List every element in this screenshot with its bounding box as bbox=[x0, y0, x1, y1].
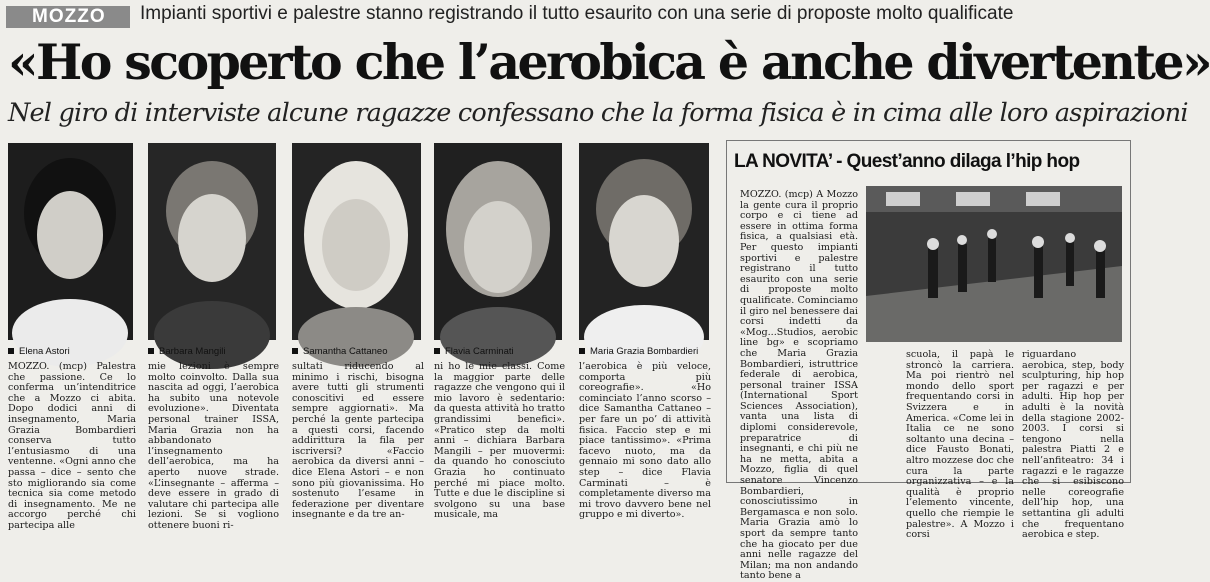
hip-hop-class-photo bbox=[866, 186, 1122, 342]
kicker: Impianti sportivi e palestre stanno registrando il tutto esaurito con una serie di proposte molto qualificate bbox=[140, 3, 1014, 24]
caption-2: Barbara Mangili bbox=[148, 346, 226, 357]
article-column-4: ni ho le mie classi. Come la maggior parte delle ragazze che vengono qui il mio lavoro è sedentario: da questa attività ho tratto grandissimi benefici». «Pratico step da molti anni – dichiara Barbara Mangili – per muovermi: da quando ho conosciuto Grazia ho continuato perché mi piace molto. Tutte e due le discipline si svolgono su una base musicale, ma bbox=[434, 361, 565, 521]
sidebar-column-1a: MOZZO. (mcp) A Mozzo la gente cura il proprio corpo e ci tiene ad essere in ottima forma fisica, a qualsiasi età. Per questo impianti sportivi e palestre registrano il tutto esaurito con una serie di proposte molto qualificate. Cominciamo il giro nel benessere dai corsi indetti da «Mog...Studios, aerobic line bg» e scopriamo che Maria Grazia Bombardieri, istruttrice federale di aerobica, personal trainer ISSA (International Sport Sciences Association), vanta una lista di diplomi considerevole, preparatrice di insegnanti, e chi più ne ha ne metta, abita a Mozzo, figlia di quel senatore Vincenzo Bombardieri, conosciutissimo in Bergamasca e non solo. Maria Grazia amò lo sport da sempre tanto che ha giocato per due anni nelle ragazze del Milan; ma non andando tanto bene a bbox=[740, 189, 858, 582]
article-column-5: l’aerobica è più veloce, comporta più coreografie». «Ho cominciato l’anno scorso – dice Samantha Cattaneo – per fare un po’ di attività fisica. Faccio step e mi piace tantissimo». «Prima facevo nuoto, ma da gennaio mi sono dato allo step – dice Flavia Carminati – è completamente diverso ma mi trovo davvero bene nel gruppo e mi diverto». bbox=[579, 361, 711, 521]
headline: «Ho scoperto che l’aerobica è anche divertente» bbox=[8, 33, 1210, 91]
portrait-photo-1 bbox=[8, 143, 133, 340]
article-column-1: MOZZO. (mcp) Palestra che passione. Ce lo conferma un’intenditrice che a Mozzo ci abita. Dopo dodici anni di insegnamento, Maria Grazia Bombardieri conserva tutto l’entusiasmo di una ventenne. «Ogni anno che passa – dice – sento che sto migliorando sia come tecnica sia come metodo di insegnamento. Me ne accorgo perché chi partecipa alle bbox=[8, 361, 136, 531]
sidebar-column-2: scuola, il papà le stroncò la carriera. Ma poi rientrò nel mondo dello sport frequentando corsi in Svizzera e in America. «Come lei in Italia ce ne sono soltanto una decina – dice Fausto Bonati, altro mozzese doc che cura la parte organizzativa – e la qualità è proprio l’elemento vincente, quello che riempie le palestre». A Mozzo i corsi bbox=[906, 349, 1014, 541]
section-tag: MOZZO bbox=[6, 6, 130, 28]
article-column-2: mie lezioni è sempre molto coinvolto. Dalla sua nascita ad oggi, l’aerobica ha subito una notevole evoluzione». Diventata personal trainer ISSA, Maria Grazia non ha abbandonato l’insegnamento dell’aerobica, ma ha aperto nuove strade. «L’insegnante – afferma – deve essere in grado di valutare chi partecipa alle lezioni. Se si vogliono ottenere buoni ri- bbox=[148, 361, 279, 531]
sidebar-column-3: riguardano aerobica, step, body sculpturing, hip hop per ragazzi e per adulti. Hip hop per adulti è la novità della stagione 2002-2003. I corsi si tengono nella palestra Piatti 2 e nell’anfiteatro: 34 i ragazzi e le ragazze che si esibiscono nelle coreografie dell’hip hop, una settantina gli adulti che frequentano aerobica e step. bbox=[1022, 349, 1124, 541]
article-column-3: sultati riducendo al minimo i rischi, bisogna avere tutti gli strumenti conoscitivi ed essere sempre aggiornati». Ma perché la gente partecipa a questi corsi, facendo addirittura la fila per iscriversi? «Faccio aerobica da diversi anni – dice Elena Astori – e non sono più giovanissima. Ho sostenuto l’esame in federazione per diventare insegnante e da tre an- bbox=[292, 361, 424, 521]
caption-3: Samantha Cattaneo bbox=[292, 346, 388, 357]
caption-5: Maria Grazia Bombardieri bbox=[579, 346, 698, 357]
portrait-photo-2 bbox=[148, 143, 276, 340]
portrait-photo-4 bbox=[434, 143, 562, 340]
caption-4: Flavia Carminati bbox=[434, 346, 514, 357]
caption-1: Elena Astori bbox=[8, 346, 70, 357]
portrait-photo-3 bbox=[292, 143, 421, 340]
sidebar-title: LA NOVITA’ - Quest’anno dilaga l’hip hop bbox=[734, 151, 1080, 172]
subheadline: Nel giro di interviste alcune ragazze confessano che la forma fisica è in cima alle loro aspirazioni bbox=[8, 98, 1188, 128]
portrait-photo-5 bbox=[579, 143, 709, 340]
